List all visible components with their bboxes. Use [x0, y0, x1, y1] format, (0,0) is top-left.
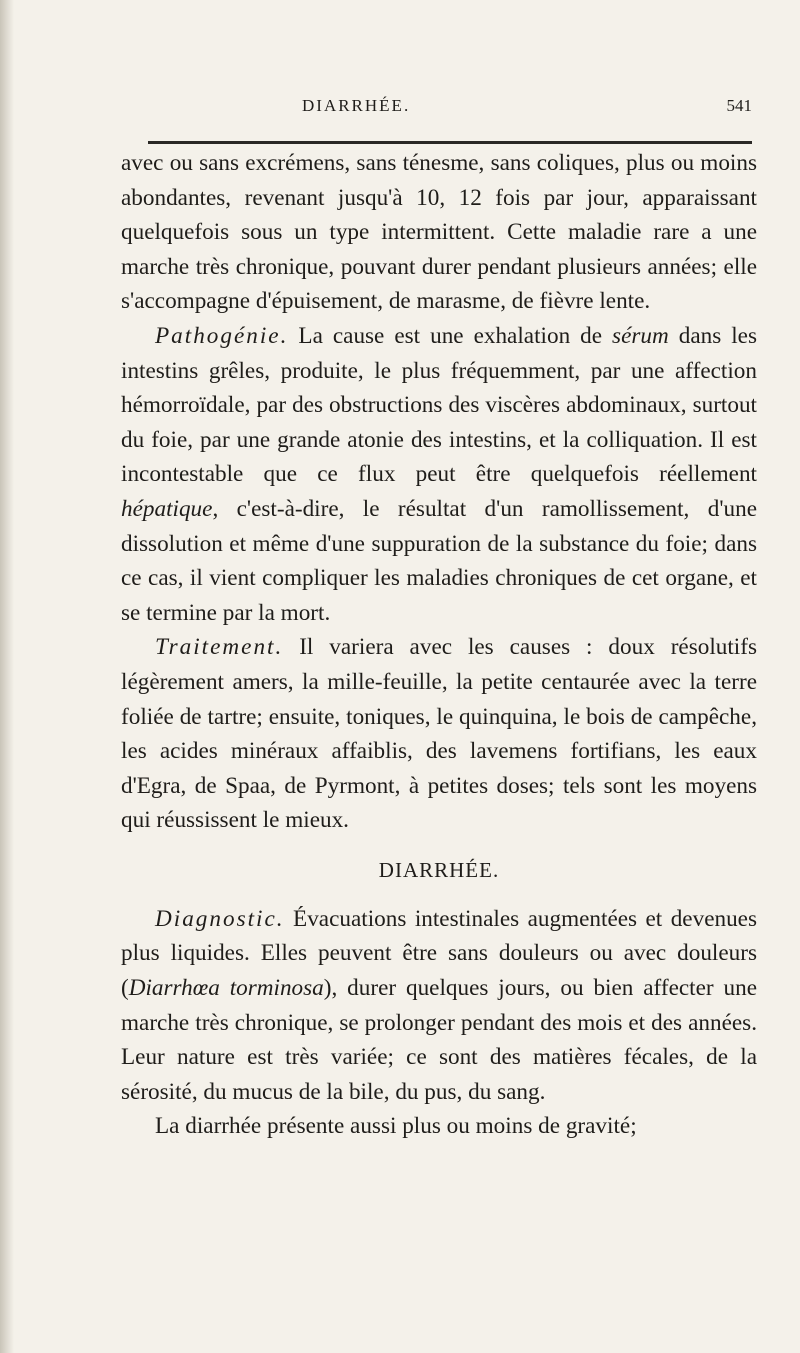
traitement-label: Traitement.	[155, 634, 284, 661]
body-text	[121, 146, 757, 1144]
paragraph-text: avec ou sans excrémens, sans ténesme, sans coliques, plus ou moins abondantes, revenant jusqu'à 10, 12 fois par jour, apparaissant quelquefois sous un type intermittent. Cette maladie rare a une marche très chronique, pouvant durer pendant plusieurs années; elle s'accompagne d'épuisement, de marasme, de fièvre lente.	[121, 150, 757, 315]
italic-term: hépatique	[121, 495, 213, 522]
section-heading: DIARRHÉE.	[378, 857, 500, 882]
diagnostic-label: Diagnostic.	[155, 905, 285, 932]
paragraph-pathogenie	[121, 319, 757, 630]
paragraph-text: Évacuations intestinales augmentées et devenues plus liquides. Elles peuvent être sans douleurs ou avec douleurs (	[121, 905, 757, 1002]
paragraph-continuation	[121, 146, 757, 319]
page-edge-shadow	[0, 0, 14, 1353]
paragraph-text: , c'est-à-dire, le résultat d'un ramollissement, d'une dissolution et même d'une suppuration de la substance du foie; dans ce cas, il vient compliquer les maladies chroniques de cet organe, et se termine par la mort.	[121, 495, 757, 626]
pathogenie-label: Pathogénie.	[155, 322, 289, 349]
paragraph-text: ), durer quelques jours, ou bien affecter une marche très chronique, se prolonger pendant des mois et des années. Leur nature est très variée; ce sont des matières fécales, de la sérosité, du mucus de la bile, du pus, du sang.	[121, 975, 757, 1105]
paragraph-text: dans les intestins grêles, produite, le plus fréquemment, par une affection hémorroïdale, par des obstructions des viscères abdominaux, surtout du foie, par une grande atonie des intestins, et la colliquation. Il est incontestable que ce flux peut être quelquefois réellement	[121, 322, 757, 488]
italic-term: Diarrhœa torminosa	[128, 975, 324, 1002]
paragraph-text: La cause est une exhalation de	[288, 322, 613, 349]
paragraph-gravite	[121, 1109, 757, 1144]
paragraph-text: La diarrhée présente aussi plus ou moins de gravité;	[155, 1113, 637, 1140]
page-number: 541	[726, 96, 752, 115]
paragraph-text: Il variera avec les causes : doux résolutifs légèrement amers, la mille-feuille, la petite centaurée avec la terre foliée de tartre; ensuite, toniques, le quinquina, le bois de campêche, les acides minéraux affaiblis, des lavemens fortifians, les eaux d'Egra, de Spaa, de Pyrmont, à petites doses; tels sont les moyens qui réussissent le mieux.	[121, 634, 757, 834]
paragraph-diagnostic	[121, 902, 757, 1110]
page-header	[120, 96, 752, 126]
running-title: DIARRHÉE.	[302, 96, 411, 115]
paragraph-traitement	[121, 630, 757, 838]
italic-term: sérum	[612, 322, 669, 349]
header-rule	[148, 141, 752, 144]
